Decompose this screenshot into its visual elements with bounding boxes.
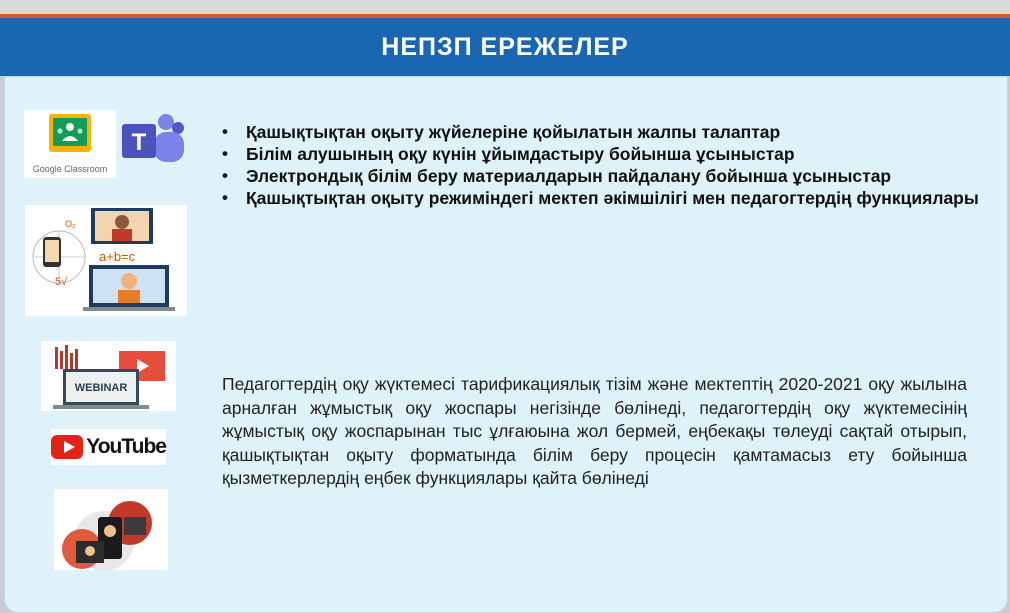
bullet-icon: •: [222, 166, 228, 185]
video-call-icon: [54, 489, 168, 570]
rules-list: [222, 121, 982, 209]
youtube-logo: [51, 429, 166, 465]
google-classroom-icon: [24, 110, 116, 178]
bullet-icon: •: [222, 144, 228, 163]
online-learning-illustration: [25, 205, 187, 316]
webinar-label: WEBINAR: [74, 382, 128, 394]
youtube-play-icon: [51, 435, 83, 459]
list-item-text: Қашықтықтан оқыту жүйелеріне қойылатын жалпы талаптар: [246, 122, 781, 142]
list-item-text: Білім алушының оқу күнін ұйымдастыру бойынша ұсыныстар: [246, 144, 795, 164]
webinar-icon: [41, 341, 176, 411]
youtube-label: YouTube: [86, 435, 166, 458]
bullet-icon: •: [222, 122, 228, 141]
list-item: [222, 121, 982, 143]
workload-paragraph: Педагогтердің оқу жүктемесі тарификациялық тізім және мектептің 2020-2021 оқу жылына арналған жұмыстық оқу жоспары негізінде бөлінеді, педагогтердің оқу жүктемесінің жұмыстық оқу жоспарынан тыс ұлғаюына жол бермей, еңбекақы төлеуді сақтай отырып, қашықтықтан оқыту форматында білім беру процесін қамтамасыз ету бойынша қызметкерлердің еңбек функциялары қайта бөлінеді: [222, 374, 967, 488]
google-classroom-label: Google Classroom: [32, 164, 108, 174]
video-lesson-icon: [25, 205, 187, 316]
list-item: [222, 187, 982, 209]
teams-icon: [118, 110, 188, 170]
list-item-text: Қашықтықтан оқыту режиміндегі мектеп әкімшілігі мен педагогтердің функциялары: [246, 188, 979, 208]
header-bar: [0, 18, 1010, 76]
svg-text:T: T: [131, 129, 147, 156]
svg-text:O₂: O₂: [65, 219, 76, 229]
page-title: НЕПЗП ЕРЕЖЕЛЕР: [381, 32, 629, 61]
google-classroom-logo: [24, 110, 116, 178]
svg-text:5√: 5√: [55, 276, 68, 288]
teams-logo: [118, 110, 188, 170]
list-item: [222, 143, 982, 165]
bullet-icon: •: [222, 188, 228, 207]
formula-label: a+b=c: [99, 249, 136, 264]
top-strip: [0, 0, 1010, 14]
list-item: [222, 165, 982, 187]
list-item-text: Электрондық білім беру материалдарын пайдалану бойынша ұсыныстар: [246, 166, 892, 186]
video-conference-illustration: [54, 489, 168, 570]
webinar-illustration: [41, 341, 176, 411]
